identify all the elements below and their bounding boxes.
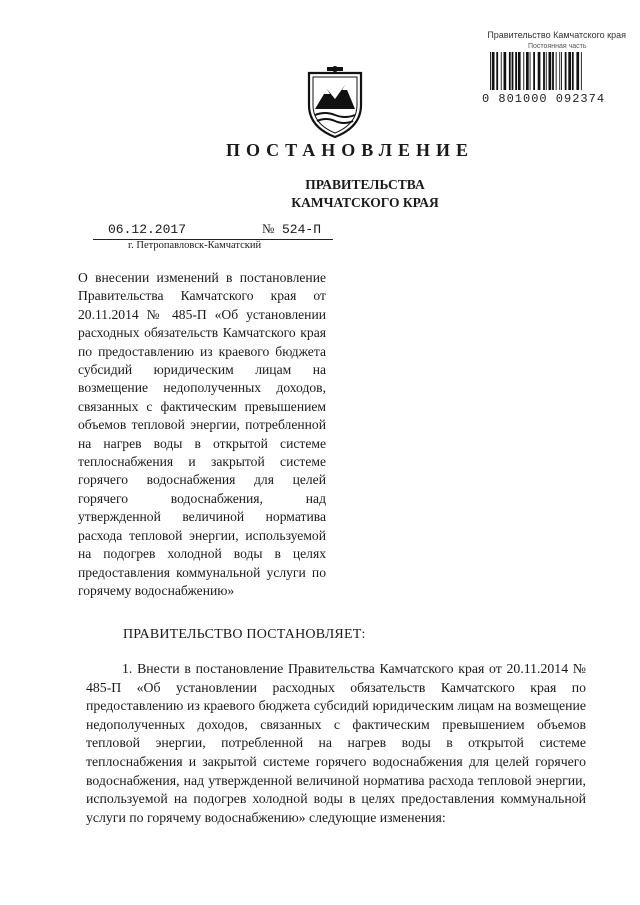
kamchatka-coat-of-arms-icon xyxy=(305,65,365,140)
issuing-authority xyxy=(270,176,460,212)
number-sign: № xyxy=(262,221,275,236)
document-number: 524-П xyxy=(282,222,322,237)
stamp-subtitle: Постоянная часть xyxy=(528,43,587,50)
authority-line-1: ПРАВИТЕЛЬСТВА xyxy=(305,177,425,192)
document-date: 06.12.2017 xyxy=(108,222,187,237)
document-city: г. Петропавловск-Камчатский xyxy=(128,240,262,251)
paragraph-1: 1. Внести в постановление Правительства Камчатского края от 20.11.2014 № 485-П «Об установлении расходных обязательств Камчатского края по предоставлению из краевого бюджета субсидий юридическим лицам на возмещение недополученных доходов, связанных с фактическим превышением объемов тепловой энергии, потребленной на нагрев воды в открытой системе теплоснабжения и закрытой системе горячего водоснабжения для целей горячего водоснабжения, над утвержденной величиной норматива расхода тепловой энергии, используемой на подогрев холодной воды в целях предоставления коммунальной услуги по горячему водоснабжению» следующие изменения: xyxy=(86,661,586,825)
document-title: ПОСТАНОВЛЕНИЕ xyxy=(225,140,475,160)
barcode-number: 0 801000 092374 xyxy=(482,92,606,106)
stamp-organization: Правительство Камчатского края xyxy=(487,30,626,40)
authority-line-2: КАМЧАТСКОГО КРАЯ xyxy=(291,195,439,210)
preamble: ПРАВИТЕЛЬСТВО ПОСТАНОВЛЯЕТ: xyxy=(123,627,366,642)
document-subject: О внесении изменений в постановление Правительства Камчатского края от 20.11.2014 № 485-П «Об установлении расходных обязательств Камчатского края по предоставлению из краевого бюджета субсидий юридическим лицам на возмещение недополученных доходов, связанных с фактическим превышением объемов тепловой энергии, потребленной на нагрев воды в открытой системе теплоснабжения и закрытой системе горячего водоснабжения для целей горячего водоснабжения, над утвержденной величиной норматива расхода тепловой энергии, используемой на подогрев холодной воды в целях предоставления коммунальной услуги по горячему водоснабжению» xyxy=(78,270,326,598)
barcode xyxy=(488,52,624,90)
